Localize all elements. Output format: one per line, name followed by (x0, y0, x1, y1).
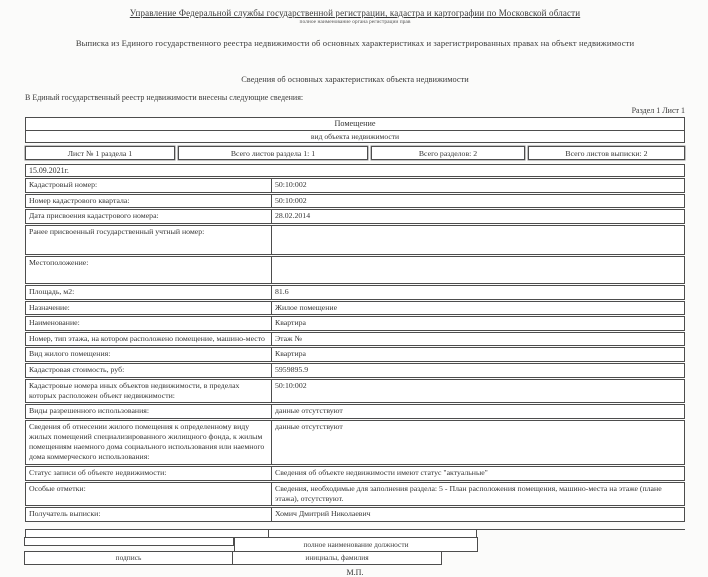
attr-value: Этаж № (275, 333, 302, 343)
attr-value: данные отсутствуют (275, 422, 343, 431)
org-title: Управление Федеральной службы государственной регистрации, кадастра и картографии по Московской области (129, 8, 581, 18)
sheet-count-cell: Лист № 1 раздела 1 (25, 146, 175, 160)
attr-label: Сведения об отнесении жилого помещения к определенному виду жилых помещений специализированного жилищного фонда, к жилым помещениям наемного дома социального использования или наемного дома коммерческого использования: (26, 421, 272, 464)
intro-text: В Единый государственный реестр недвижимости внесены следующие сведения: (25, 93, 304, 102)
attr-label: Наименование: (26, 317, 272, 330)
attr-label: Площадь, м2: (26, 286, 272, 299)
attr-label: Местоположение: (26, 257, 272, 283)
attribute-rows (25, 178, 685, 522)
table-row (25, 225, 685, 256)
sheet-count-cell: Всего листов выписки: 2 (528, 146, 685, 160)
signature-caption-cell: инициалы, фамилия (232, 551, 442, 566)
attr-value: Квартира (275, 318, 306, 328)
attr-label: Кадастровые номера иных объектов недвижимости, в пределах которых расположен объект недвижимости: (26, 380, 272, 403)
attr-label: Назначение: (26, 302, 272, 315)
attr-value: Жилое помещение (275, 302, 338, 312)
attr-value: Сведения об объекте недвижимости имеют статус "актуальные" (275, 468, 488, 477)
attr-value: Квартира (275, 349, 306, 359)
table-row (25, 363, 685, 378)
attr-label: Дата присвоения кадастрового номера: (26, 210, 272, 223)
signature-table (25, 529, 685, 565)
attr-value: Хомич Дмитрий Николаевич (275, 509, 371, 519)
attr-label: Ранее присвоенный государственный учтный номер: (26, 226, 272, 255)
object-type-caption: вид объекта недвижимости (26, 130, 684, 142)
extract-date: 15.09.2021г. (25, 164, 685, 177)
attr-label: Вид жилого помещения: (26, 348, 272, 361)
section-title: Сведения об основных характеристиках объекта недвижимости (241, 75, 469, 84)
attr-label: Кадастровая стоимость, руб: (26, 364, 272, 377)
attr-label: Статус записи об объекте недвижимости: (26, 467, 272, 480)
table-row (25, 466, 685, 481)
attr-value: 50:10:002 (275, 180, 307, 189)
table-row (25, 301, 685, 316)
attr-value: 50:10:002 (275, 195, 307, 205)
attr-label: Номер, тип этажа, на котором расположено помещение, машино-место (26, 333, 272, 346)
attr-label: Виды разрешенного использования: (26, 405, 272, 418)
attr-value: Сведения, необходимые для заполнения раздела: 5 - План расположения помещения, машино-места на этаже (плане этажа), отсутствуют. (275, 483, 662, 503)
table-row (25, 285, 685, 300)
table-row (25, 347, 685, 362)
attr-value: данные отсутствуют (275, 406, 343, 416)
attr-value (272, 226, 684, 255)
signature-blank-cell (24, 537, 234, 546)
sheet-count-cell: Всего листов раздела 1: 1 (178, 146, 368, 160)
attr-label: Номер кадастрового квартала: (26, 195, 272, 208)
object-type: Помещение (334, 119, 376, 128)
attr-value: 28.02.2014 (275, 211, 311, 221)
table-row (25, 420, 685, 465)
table-row (25, 209, 685, 224)
attr-value: 81.6 (275, 286, 289, 296)
attr-label: Кадастровый номер: (26, 179, 272, 192)
table-row (25, 379, 685, 404)
attr-value: 5959895.9 (275, 365, 309, 374)
table-row (25, 482, 685, 507)
stamp-mark: М.П. (346, 568, 364, 577)
table-row (25, 507, 685, 522)
doc-title: Выписка из Единого государственного реестра недвижимости об основных характеристиках и зарегистрированных правах на объект недвижимости (75, 38, 635, 48)
table-row (25, 256, 685, 284)
table-row (25, 178, 685, 193)
table-row (25, 194, 685, 209)
table-row (25, 404, 685, 419)
attr-label: Получатель выписки: (26, 508, 272, 521)
table-row (25, 316, 685, 331)
sheet-count-cell: Всего разделов: 2 (371, 146, 525, 160)
org-caption: полное наименование органа регистрации прав (299, 19, 411, 25)
object-type-table (25, 117, 685, 143)
sheet-counts-row (25, 146, 685, 160)
attr-label: Особые отметки: (26, 483, 272, 506)
table-row (25, 332, 685, 347)
signature-caption-cell: полное наименование должности (234, 537, 478, 552)
signature-caption-cell: подпись (24, 551, 233, 566)
attr-value: 50:10:002 (275, 380, 307, 390)
attributes-table (25, 164, 685, 522)
section-page-ref: Раздел 1 Лист 1 (631, 106, 685, 115)
attr-value (272, 257, 684, 283)
